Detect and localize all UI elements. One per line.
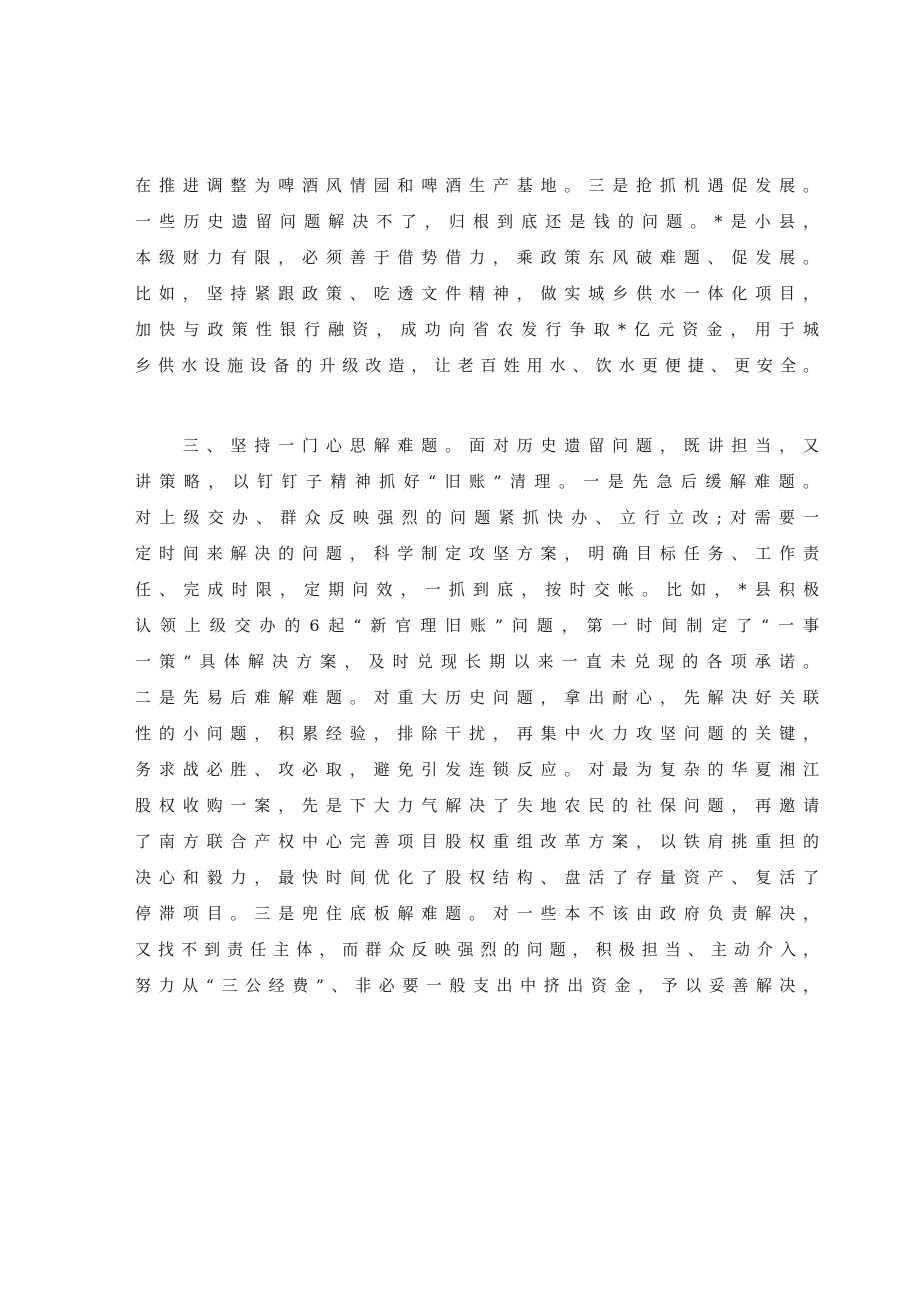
text-line: 一些历史遗留问题解决不了，归根到底还是钱的问题。*是小县，	[135, 212, 819, 231]
text-line: 决心和毅力，最快时间优化了股权结构、盘活了存量资产、复活了	[135, 868, 819, 887]
text-line: 股权收购一案，先是下大力气解决了失地农民的社保问题，再邀请	[135, 796, 819, 815]
text-line: 了南方联合产权中心完善项目股权重组改革方案，以铁肩挑重担的	[135, 832, 819, 851]
text-line: 三、坚持一门心思解难题。面对历史遗留问题，既讲担当，又	[135, 436, 819, 455]
text-line: 努力从“三公经费”、非必要一般支出中挤出资金，予以妥善解决，	[135, 976, 819, 995]
text-line: 性的小问题，积累经验，排除干扰，再集中火力攻坚问题的关键，	[135, 724, 819, 743]
text-line: 一策”具体解决方案，及时兑现长期以来一直未兑现的各项承诺。	[135, 652, 819, 671]
text-line: 本级财力有限，必须善于借势借力，乘政策东风破难题、促发展。	[135, 248, 819, 267]
paragraph-2	[135, 433, 819, 1009]
text-line: 加快与政策性银行融资，成功向省农发行争取*亿元资金，用于城	[135, 320, 819, 339]
text-line: 认领上级交办的6起“新官理旧账”问题，第一时间制定了“一事	[135, 616, 819, 635]
text-line: 二是先易后难解难题。对重大历史问题，拿出耐心，先解决好关联	[135, 688, 819, 707]
text-line: 在推进调整为啤酒风情园和啤酒生产基地。三是抢抓机遇促发展。	[135, 176, 819, 195]
text-line: 对上级交办、群众反映强烈的问题紧抓快办、立行立改;对需要一	[135, 508, 819, 527]
text-line: 停滞项目。三是兜住底板解难题。对一些本不该由政府负责解决，	[135, 904, 819, 923]
text-line: 又找不到责任主体，而群众反映强烈的问题，积极担当、主动介入，	[135, 940, 819, 959]
paragraph-1	[135, 173, 819, 389]
text-line: 乡供水设施设备的升级改造，让老百姓用水、饮水更便捷、更安全。	[135, 356, 819, 375]
text-line: 定时间来解决的问题，科学制定攻坚方案，明确目标任务、工作责	[135, 544, 819, 563]
text-line: 任、完成时限，定期问效，一抓到底，按时交帐。比如，*县积极	[135, 580, 819, 599]
text-line: 务求战必胜、攻必取，避免引发连锁反应。对最为复杂的华夏湘江	[135, 760, 819, 779]
text-line: 讲策略，以钉钉子精神抓好“旧账”清理。一是先急后缓解难题。	[135, 472, 819, 491]
text-line: 比如，坚持紧跟政策、吃透文件精神，做实城乡供水一体化项目，	[135, 284, 819, 303]
